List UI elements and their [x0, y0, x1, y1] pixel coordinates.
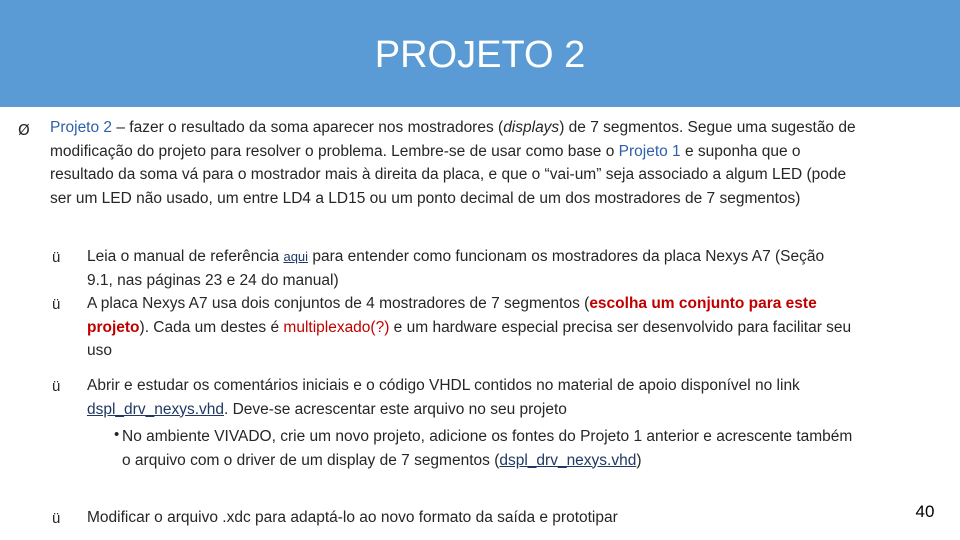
main-paragraph — [50, 116, 860, 210]
item-text: e um hardware especial precisa ser desenvolvido para facilitar seu uso — [87, 318, 852, 359]
multiplexed-emphasis: multiplexado(?) — [283, 318, 390, 336]
vhd-link[interactable]: dspl_drv_nexys.vhd — [87, 400, 224, 418]
check-bullet-icon: ü — [52, 249, 61, 266]
item-text: Leia o manual de referência — [87, 248, 284, 265]
page-number: 40 — [915, 502, 935, 521]
item-text: Abrir e estudar os comentários iniciais e o código VHDL contidos no material de apoio disponível no link — [87, 377, 800, 394]
check-bullet-icon: ü — [52, 378, 61, 395]
item-text: ). Cada um destes é — [139, 318, 284, 336]
manual-link[interactable]: aqui — [283, 249, 309, 264]
item-text: Modificar o arquivo — [87, 509, 223, 526]
main-text: e suponha que o resultado da soma vá para o mostrador mais à direita da placa, e que o “vai-um” seja associado a algum LED (pode ser um LED não usado, um entre LD4 a LD15 ou um ponto decimal de um dos mostradores de 7 segmentos) — [50, 142, 847, 207]
sub-list-item — [122, 425, 857, 472]
list-item — [87, 374, 822, 421]
check-bullet-icon: ü — [52, 510, 61, 527]
main-text: – fazer o resultado da soma aparecer nos mostradores ( — [112, 119, 504, 136]
subitem-text: No ambiente VIVADO, crie um novo projeto, adicione os fontes do Projeto 1 anterior e acrescente também o arquivo com o driver de um display de 7 segmentos ( — [122, 428, 853, 469]
item-text: para entender como funcionam os mostradores da placa Nexys A7 (Seção 9.1, nas páginas 23 e 24 do manual) — [87, 248, 825, 289]
bullet-dot-icon: • — [114, 426, 120, 443]
item-text: para adaptá-lo ao novo formato da saída e prototipar — [250, 509, 618, 526]
displays-term: displays — [503, 119, 560, 136]
projeto1-ref: Projeto 1 — [618, 142, 681, 160]
slide-title: PROJETO 2 — [374, 34, 586, 76]
list-item — [87, 292, 857, 363]
list-item — [87, 506, 847, 530]
main-text: ) de 7 segmentos. Segue uma sugestão de modificação do projeto para resolver o problema. Lembre-se de usar como base o — [50, 119, 856, 160]
choose-set-emphasis: escolha um conjunto para este projeto — [87, 295, 817, 336]
arrow-bullet-icon: Ø — [18, 121, 30, 139]
list-item — [87, 245, 832, 292]
project-label: Projeto 2 — [50, 119, 113, 136]
item-text: . Deve-se acrescentar este arquivo no seu projeto — [224, 400, 567, 418]
xdc-code: .xdc — [222, 509, 251, 526]
item-text: A placa Nexys A7 usa dois conjuntos de 4 mostradores de 7 segmentos ( — [87, 295, 590, 312]
subitem-text: ) — [636, 451, 642, 469]
vhd-link[interactable]: dspl_drv_nexys.vhd — [499, 451, 637, 469]
check-bullet-icon: ü — [52, 296, 61, 313]
title-bar — [0, 0, 960, 107]
